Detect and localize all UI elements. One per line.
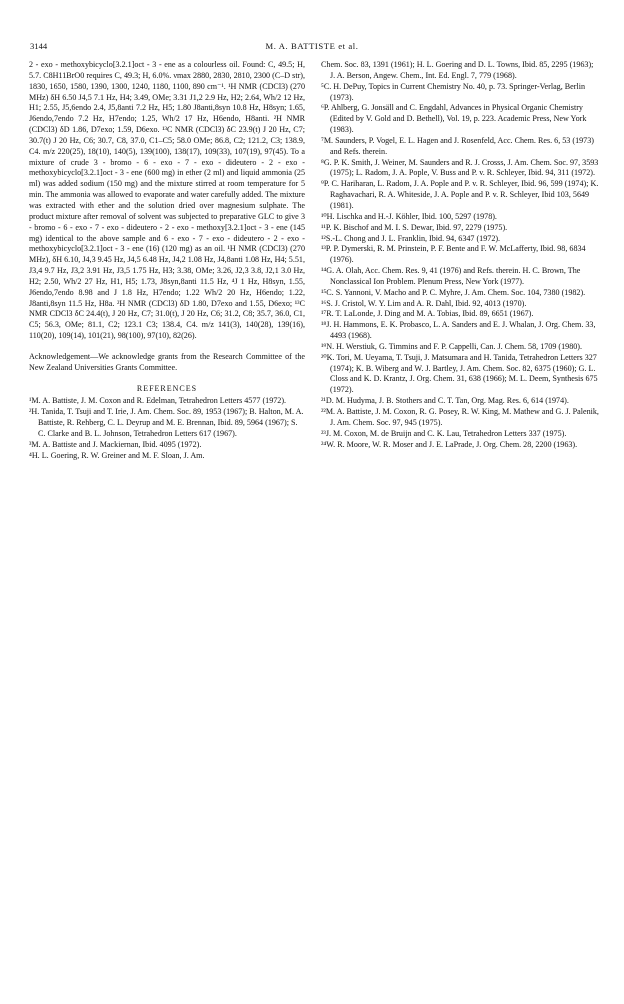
reference-item: ¹⁸J. H. Hammons, E. K. Probasco, L. A. Sanders and E. J. Whalan, J. Org. Chem. 33, 4493 (1968).: [321, 320, 596, 341]
reference-item: ⁹P. C. Hariharan, L. Radom, J. A. Pople and P. v. R. Schleyer, Ibid. 96, 599 (1974); K. Raghavachari, R. A. Whiteside, J. A. Pople and P. v. R. Schleyer, Ibid 103, 5649 (1981).: [321, 179, 599, 210]
reference-item: ¹⁷R. T. LaLonde, J. Ding and M. A. Tobias, Ibid. 89, 6651 (1967).: [321, 309, 534, 319]
reference-item: ¹⁴G. A. Olah, Acc. Chem. Res. 9, 41 (1976) and Refs. therein. H. C. Brown, The Nonclassical Ion Problem. Plenum Press, New York (1977).: [321, 266, 581, 286]
reference-item: ⁶P. Ahlberg, G. Jonsäll and C. Engdahl, Advances in Physical Organic Chemistry (Edited by V. Gold and D. Bethell), Vol. 19, p. 223. Academic Press, New York (1983).: [321, 103, 587, 135]
reference-item: ⁵C. H. DePuy, Topics in Current Chemistry No. 40, p. 73. Springer-Verlag, Berlin (1973).: [321, 81, 585, 102]
running-head: M. A. BATTISTE et al.: [265, 41, 359, 51]
left-column: [29, 60, 305, 462]
reference-item: ²³J. M. Coxon, M. de Bruijn and C. K. Lau, Tetrahedron Letters 337 (1975).: [321, 428, 567, 438]
reference-item: ⁷M. Saunders, P. Vogel, E. L. Hagen and J. Rosenfeld, Acc. Chem. Res. 6, 53 (1973) and Refs. therein.: [321, 135, 594, 156]
reference-item: ¹⁵C. S. Yannoni, V. Macho and P. C. Myhre, J. Am. Chem. Soc. 104, 7380 (1982).: [321, 287, 586, 297]
references-heading: REFERENCES: [136, 383, 198, 393]
reference-item: ¹²S.-L. Chong and J. L. Franklin, Ibid. 94, 6347 (1972).: [321, 233, 501, 243]
reference-item: ¹¹P. K. Bischof and M. I. S. Dewar, Ibid. 97, 2279 (1975).: [321, 222, 508, 232]
reference-item: ²²M. A. Battiste, J. M. Coxon, R. G. Posey, R. W. King, M. Mathew and G. J. Palenik, J. Am. Chem. Soc. 97, 945 (1975).: [321, 407, 599, 427]
reference-item: ¹⁰H. Lischka and H.-J. Köhler, Ibid. 100, 5297 (1978).: [321, 211, 497, 221]
reference-item: ²H. Tanida, T. Tsuji and T. Irie, J. Am. Chem. Soc. 89, 1953 (1967); B. Halton, M. A. Battiste, R. Rehberg, C. L. Deyrup and M. E. Brennan, Ibid. 89, 5964 (1967); S. C. Clarke and B. L. Johnson, Tetrahedron Letters 617 (1967).: [29, 407, 304, 438]
reference-item: ²⁰K. Tori, M. Ueyama, T. Tsuji, J. Matsumara and H. Tanida, Tetrahedron Letters 327 (1974); K. B. Wiberg and W. J. Bartley, J. Am. Chem. Soc. 82, 6375 (1960); G. L. Closs and K. D. Krantz, J. Org. Chem. 31, 638 (1966); M. L. Deem, Synthesis 675 (1972).: [321, 352, 598, 395]
reference-item: ¹⁶S. J. Cristol, W. Y. Lim and A. R. Dahl, Ibid. 92, 4013 (1970).: [321, 298, 527, 308]
acknowledgement: Acknowledgement—We acknowledge grants from the Research Committee of the New Zealand Universities Grants Committee.: [29, 351, 305, 372]
reference-item: ²¹D. M. Hudyma, J. B. Stothers and C. T. Tan, Org. Mag. Res. 6, 614 (1974).: [321, 396, 569, 406]
reference-item: ²⁴W. R. Moore, W. R. Moser and J. E. LaPrade, J. Org. Chem. 28, 2200 (1963).: [321, 439, 578, 449]
reference-item: Chem. Soc. 83, 1391 (1961); H. L. Goering and D. L. Towns, Ibid. 85, 2295 (1963); J. A. Berson, Angew. Chem., Int. Ed. Engl. 7, 779 (1968).: [321, 60, 594, 80]
page-number: 3144: [30, 41, 48, 51]
reference-item: ⁴H. L. Goering, R. W. Greiner and M. F. Sloan, J. Am.: [29, 450, 205, 460]
right-column: [321, 60, 600, 450]
references-list-left: [29, 396, 305, 461]
reference-item: ¹³P. P. Dymerski, R. M. Prinstein, P. F. Bente and F. W. McLafferty, Ibid. 98, 6834 (1976).: [321, 244, 586, 265]
reference-item: ¹M. A. Battiste, J. M. Coxon and R. Edelman, Tetrahedron Letters 4577 (1972).: [29, 396, 287, 406]
reference-item: ⁸G. P. K. Smith, J. Weiner, M. Saunders and R. J. Crosss, J. Am. Chem. Soc. 97, 3593 (1975); L. Radom, J. A. Pople, V. Buss and P. v. R. Schleyer, Ibid. 94, 311 (1972).: [321, 157, 599, 178]
reference-item: ³M. A. Battiste and J. Mackiernan, Ibid. 4095 (1972).: [29, 439, 202, 449]
reference-item: ¹⁹N. H. Werstiuk, G. Timmins and F. P. Cappelli, Can. J. Chem. 58, 1709 (1980).: [321, 341, 583, 351]
experimental-paragraph: 2 - exo - methoxybicyclo[3.2.1]oct - 3 - ene as a colourless oil. Found: C, 49.5; H, 5.7. C8H11BrO0 requires C, 49.3; H, 6.0%. νmax 2880, 2830, 2810, 2300 (C–D str), 1830, 1650, 1580, 1390, 1300, 1240, 1180, 1100, 890 cm⁻¹. ¹H NMR (CDCl3) (270 MHz) δH 6.50 J4,5 7.1 Hz, H4; 3.49, OMe; 3.31 J1,2 2.9 Hz, H2; 2.64, Wh/2 12 Hz, H1; 2.55, J5,6endo 2.4, J5,8anti 7.2 Hz, H5; 1.80 J8anti,8syn 10.8 Hz, H8syn; 1.65, J6endo,7endo 7.2 Hz, H7endo; 1.25, Wh/2 17 Hz, H6endo, H8anti. ²H NMR (CDCl3) δD 1.86, D7exo; 1.59, D6exo. ¹³C NMR (CDCl3) δC 23.9(t) J 20 Hz, C7; 30.7(t) J 20 Hz, C6; 30.7, C8, 37.0, C1–C5; 58.0 OMe; 86.8, C2; 121.2, C3; 138.9, C4. m/z 220(25), 18(10), 140(5), 139(100), 138(17), 109(33), 107(19), 97(45). To a mixture of crude 3 - bromo - 6 - exo - 7 - exo - dideutero - 2 - exo - methoxybicyclo[3.2.1]oct - 3 - ene (600 mg) in ether (2 ml) and liquid ammonia (25 ml) was added sodium (150 mg) and the mixture stirred at room temperature for 5 min. The ammonia was allowed to evaporate and water carefully added. The mixture was extracted with ether and the solution dried over magnesium sulphate. The product mixture after removal of solvent was subjected to preparative GLC to give 3 - bromo - 6 - exo - 7 - exo - dideutero - 2 - exo - methoxy[3.2.1]oct - 3 - ene (145 mg) identical to the above sample and 6 - exo - 7 - exo - dideutero - 2 - exo - methoxybicyclo[3.2.1]oct - 3 - ene (16) (120 mg) as an oil. ¹H NMR (CDCl3) (270 MHz), δH 6.10, J4,3 9.45 Hz, J4,5 6.48 Hz, J4,2 1.08 Hz, J4,8anti 1.08 Hz, H4; 5.51, J3,4 9.7 Hz, J3,2 3.91 Hz, J3,5 1.75 Hz, H3; 3.38, OMe; 3.26, J2,3 3.8, J2,1 3.0 Hz, H2; 2.50, Wh/2 27 Hz, H1, H5; 1.73, J8syn,8anti 11.5 Hz, ⁴J 1 Hz, H8syn, 1.55, J6endo,7endo 8.98 and J 1.8 Hz, H7endo; 1.22 Wh/2 20 Hz, H6endo; 1.22, J8anti,8syn 11.5 Hz, H8a. ²H NMR (CDCl3) δD 1.80, D7exo and 1.55, D6exo; ¹³C NMR CDCl3 δC 24.4(t), J 20 Hz, C7; 31.0(t), J 20 Hz, C6; 31.2, C8; 35.7, 36.0, C1, C5; 56.3, OMe; 81.1, C2; 123.1 C3; 138.4, C4. m/z 141(3), 140(28), 139(16), 110(20), 109(14), 101(21), 98(100), 97(10), 82(26).: [29, 60, 305, 341]
